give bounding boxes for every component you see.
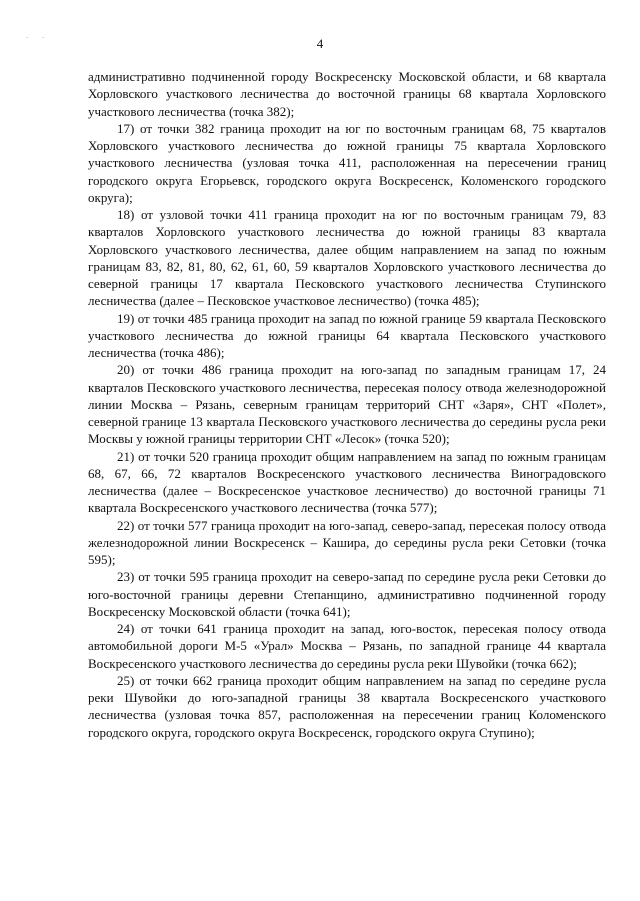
paragraph-continuation: административно подчиненной городу Воскресенску Московской области, и 68 квартала Хорловского участкового лесничества до восточной границы 68 квартала Хорловского участкового лесничества (точка 382); [88, 69, 606, 119]
paragraph-item-20: 20) от точки 486 граница проходит на юго-запад по западным границам 17, 24 кварталов Песковского участкового лесничества, пересекая полосу отвода железнодорожной линии Москва – Рязань, северным границам территорий СНТ «Заря», СНТ «Полет», северной границе 13 квартала Песковского участкового лесничества до середины русла реки Москвы у южной границы территории СНТ «Лесок» (точка 520); [88, 362, 606, 447]
paragraph-item-21: 21) от точки 520 граница проходит общим направлением на запад по южным границам 68, 67, 66, 72 кварталов Воскресенского участкового лесничества Виноградовского лесничества (далее – Воскресенское участковое лесничество) до восточной границы 71 квартала Воскресенского участкового лесничества (точка 577); [88, 448, 606, 516]
paragraph-item-24: 24) от точки 641 граница проходит на запад, юго-восток, пересекая полосу отвода автомобильной дороги М-5 «Урал» Москва – Рязань, по западной границе 44 квартала Воскресенского участкового лесничества до середины русла реки Шувойки (точка 662); [88, 621, 606, 671]
paragraph-item-19: 19) от точки 485 граница проходит на запад по южной границе 59 квартала Песковского участкового лесничества до южной границы 64 квартала Песковского участкового лесничества (точка 486); [88, 310, 606, 360]
paragraph-item-25: 25) от точки 662 граница проходит общим направлением на запад по середине русла реки Шувойки до юго-западной границы 38 квартала Воскресенского участкового лесничества (узловая точка 857, расположенная на пересечении границ Коломенского городского округа, городского округа Воскресенск, городского округа Ступино); [88, 672, 606, 740]
page-number: 4 [316, 36, 324, 51]
scan-corner-mark: . . [26, 31, 50, 40]
paragraph-item-22: 22) от точки 577 граница проходит на юго-запад, северо-запад, пересекая полосу отвода железнодорожной линии Воскресенск – Кашира, до середины русла реки Сетовки (точка 595); [88, 517, 606, 567]
document-body [88, 68, 606, 741]
paragraph-item-17: 17) от точки 382 граница проходит на юг по восточным границам 68, 75 кварталов Хорловского участкового лесничества до южной границы 75 квартала Хорловского участкового лесничества (узловая точка 411, расположенная на пересечении границ городского округа Егорьевск, городского округа Воскресенск, Коломенского городского округа); [88, 120, 606, 205]
paragraph-item-18: 18) от узловой точки 411 граница проходит на юг по восточным границам 79, 83 кварталов Хорловского участкового лесничества до южной границы 83 квартала Хорловского участкового лесничества, далее общим направлением на запад по южным границам 83, 82, 81, 80, 62, 61, 60, 59 кварталов Хорловского участкового лесничества до северной границы 17 квартала Песковского участкового лесничества Ступинского лесничества (далее – Песковское участковое лесничество) (точка 485); [88, 207, 606, 309]
paragraph-item-23: 23) от точки 595 граница проходит на северо-запад по середине русла реки Сетовки до юго-восточной границы деревни Степанщино, административно подчиненной городу Воскресенску Московской области (точка 641); [88, 569, 606, 619]
